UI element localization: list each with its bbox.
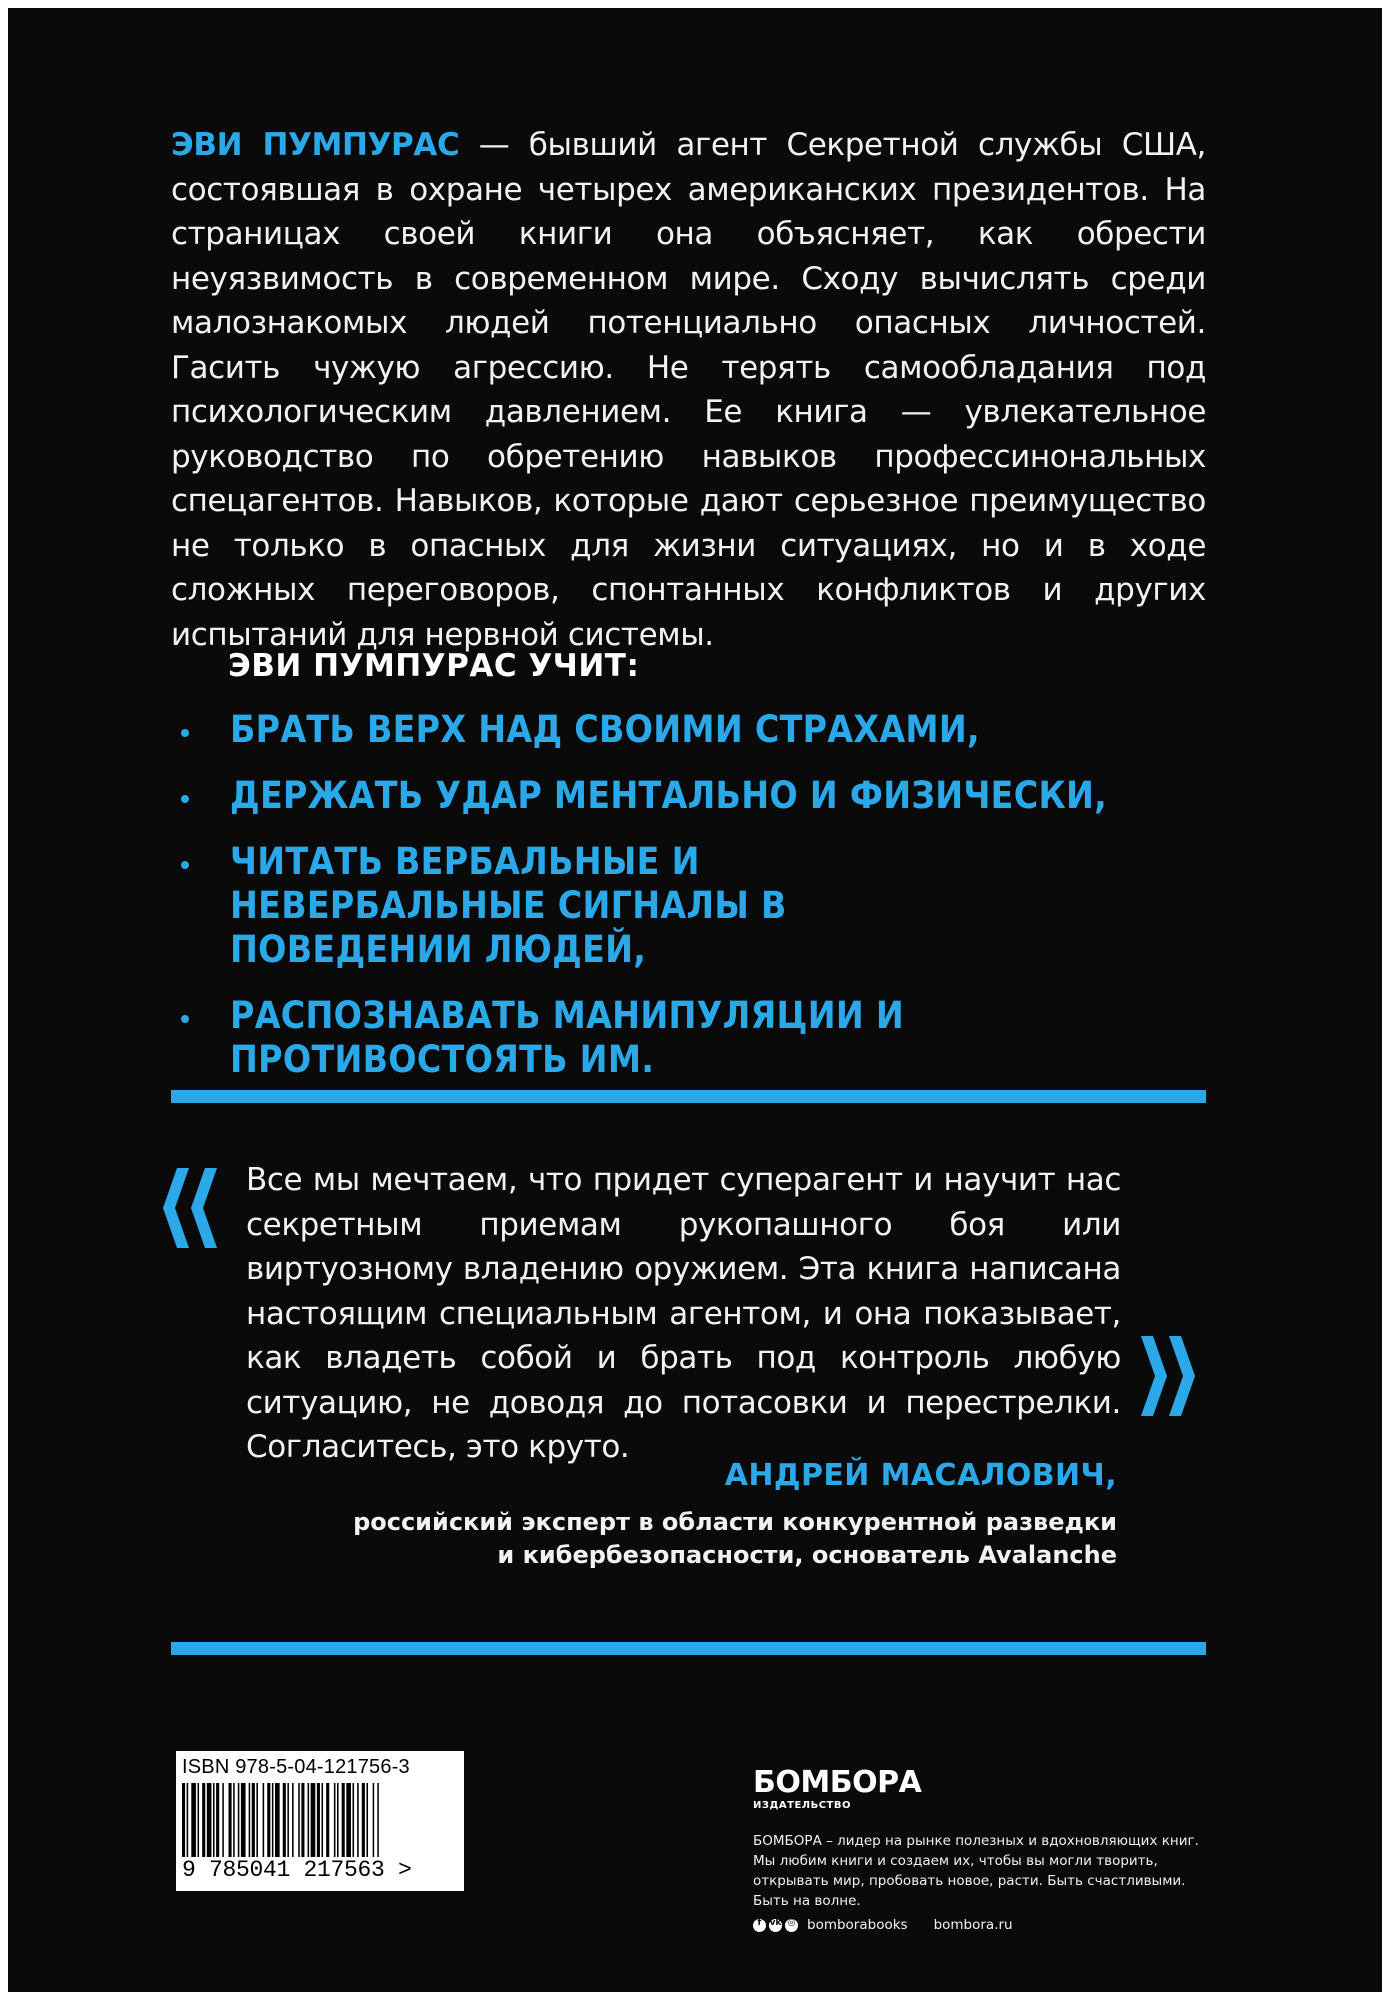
publisher-logo: БОМБОРА — [753, 1765, 922, 1800]
facebook-icon: f — [753, 1919, 766, 1932]
book-back-cover — [8, 8, 1382, 1992]
barcode-bars-icon — [180, 1783, 460, 1861]
bullet-dot-icon — [181, 861, 189, 869]
publisher-block — [753, 1765, 1223, 1933]
list-item — [173, 774, 1233, 818]
quote-author-role-line1: российский эксперт в области конкурентной разведки — [353, 1508, 1117, 1536]
list-item — [173, 994, 1233, 1082]
barcode — [176, 1751, 464, 1891]
list-item-text: РАСПОЗНАВАТЬ МАНИПУЛЯЦИИ И ПРОТИВОСТОЯТЬ ИМ. — [230, 994, 905, 1081]
list-item — [173, 708, 1233, 752]
list-item-text: ЧИТАТЬ ВЕРБАЛЬНЫЕ И НЕВЕРБАЛЬНЫЕ СИГНАЛЫ В ПОВЕДЕНИИ ЛЮДЕЙ, — [230, 840, 787, 971]
bullet-dot-icon — [181, 1015, 189, 1023]
social-handle: bomborabooks — [807, 1917, 908, 1933]
divider-bottom — [171, 1642, 1206, 1655]
teaches-title: ЭВИ ПУМПУРАС УЧИТ: — [228, 648, 640, 684]
list-item — [173, 840, 1233, 972]
quote-text: Все мы мечтаем, что придет суперагент и научит нас секретным приемам рукопашного боя или виртуозному владению оружием. Эта книга написана настоящим специальным агентом, и она показывает, как владеть собой и брать под контроль любую ситуацию, не доводя до потасовки и перестрелки. Согласитесь, это круто. — [246, 1162, 1121, 1465]
intro-text: — бывший агент Секретной службы США, состоявшая в охране четырех американских президентов. На страницах своей книги она объясняет, как обрести неуязвимость в современном мире. Сходу вычислять среди малознакомых людей потенциально опасных личностей. Гасить чужую агрессию. Не терять самообладания под психологическим давлением. Ее книга — увлекательное руководство по обретению навыков профессинональных спецагентов. Навыков, которые дают серьезное преимущество не только в опасных для жизни ситуациях, но и в ходе сложных переговоров, спонтанных конфликтов и других испытаний для нервной системы. — [171, 127, 1206, 653]
list-item-text: БРАТЬ ВЕРХ НАД СВОИМИ СТРАХАМИ, — [230, 708, 980, 751]
bullet-dot-icon — [181, 795, 189, 803]
instagram-icon: ◎ — [785, 1919, 798, 1932]
quote-close-icon — [1135, 1336, 1195, 1416]
barcode-digits: 9 785041 217563 > — [182, 1857, 412, 1883]
divider-top — [171, 1090, 1206, 1103]
quote-author: АНДРЕЙ МАСАЛОВИЧ, — [724, 1458, 1117, 1493]
publisher-description: БОМБОРА – лидер на рынке полезных и вдохновляющих книг. Мы любим книги и создаем их, чтобы вы могли творить, открывать мир, пробовать новое, расти. Быть счастливыми. Быть на волне. — [753, 1833, 1199, 1909]
intro-author-name: ЭВИ ПУМПУРАС — [171, 127, 460, 163]
quote-author-role-line2: и кибербезопасности, основатель Avalanche — [497, 1541, 1117, 1569]
publisher-subtitle: ИЗДАТЕЛЬСТВО — [753, 1800, 851, 1811]
publisher-website: bombora.ru — [933, 1917, 1013, 1933]
vk-icon: vk — [769, 1919, 782, 1932]
isbn-text: ISBN 978-5-04-121756-3 — [182, 1756, 410, 1778]
bullet-dot-icon — [181, 729, 189, 737]
publisher-links — [753, 1917, 1223, 1933]
quote-open-icon — [163, 1168, 223, 1248]
teaches-list — [173, 708, 1233, 1082]
intro-paragraph — [171, 123, 1206, 657]
quote-author-role — [217, 1506, 1117, 1572]
list-item-text: ДЕРЖАТЬ УДАР МЕНТАЛЬНО И ФИЗИЧЕСКИ, — [230, 774, 1108, 817]
